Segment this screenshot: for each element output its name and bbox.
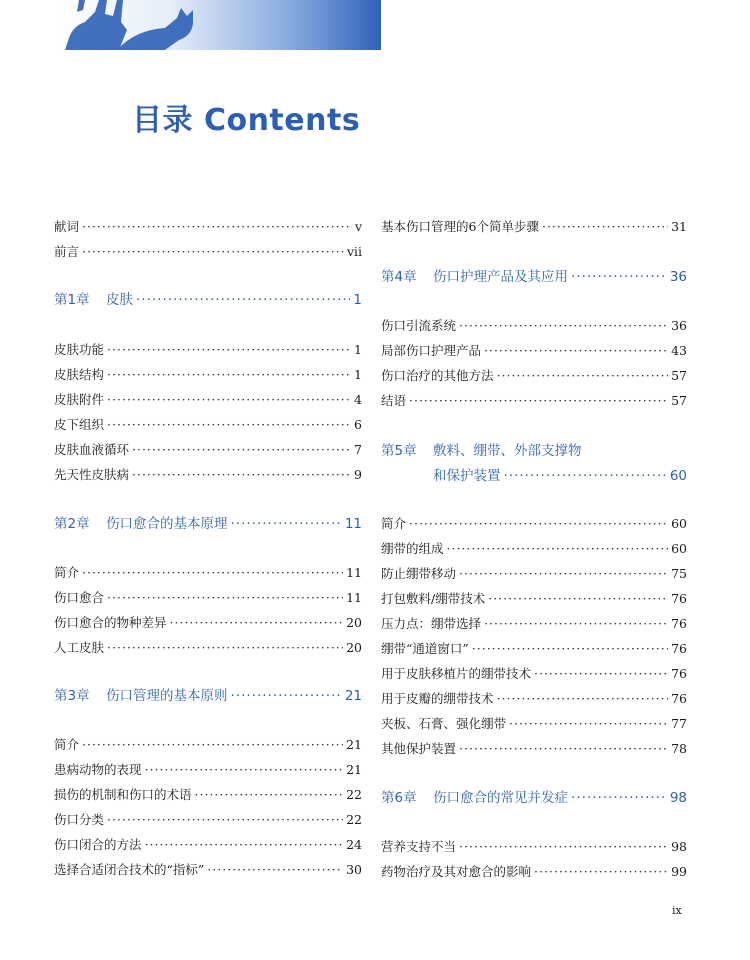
toc-entry[interactable]: 伤口分类 ····· 22 <box>54 811 362 829</box>
page-number: ix <box>672 904 682 917</box>
toc-entry[interactable]: 前言 ····· vii <box>54 243 362 261</box>
toc-entry[interactable]: 简介 ····· 60 <box>381 515 687 533</box>
chapter-heading[interactable]: 第5章 敷料、绷带、外部支撑物 <box>381 443 582 459</box>
chapter-heading[interactable]: 第6章 伤口愈合的常见并发症 ····· 98 <box>381 788 687 808</box>
toc-entry[interactable]: 皮肤结构 ····· 1 <box>54 366 362 384</box>
toc-entry[interactable]: 皮肤血液循环 ····· 7 <box>54 441 362 459</box>
chapter-heading[interactable]: 第3章 伤口管理的基本原则 ····· 21 <box>54 686 362 706</box>
toc-entry[interactable]: 简介 ····· 11 <box>54 564 362 582</box>
toc-entry[interactable]: 先天性皮肤病 ····· 9 <box>54 466 362 484</box>
toc-entry[interactable]: 献词 ····· v <box>54 218 362 236</box>
toc-entry[interactable]: 用于皮瓣的绷带技术 ····· 76 <box>381 690 687 708</box>
toc-entry[interactable]: 压力点：绷带选择 ····· 76 <box>381 615 687 633</box>
toc-entry[interactable]: 损伤的机制和伤口的术语 ····· 22 <box>54 786 362 804</box>
toc-entry[interactable]: 简介 ····· 21 <box>54 736 362 754</box>
chapter-heading-continued[interactable]: 和保护装置 ····· 60 <box>381 466 687 486</box>
toc-entry[interactable]: 用于皮肤移植片的绷带技术 ····· 76 <box>381 665 687 683</box>
toc-entry[interactable]: 绷带的组成 ····· 60 <box>381 540 687 558</box>
toc-entry[interactable]: 结语 ····· 57 <box>381 392 687 410</box>
toc-entry[interactable]: 皮下组织 ····· 6 <box>54 416 362 434</box>
chapter-heading[interactable]: 第1章 皮肤 ····· 1 <box>54 290 362 310</box>
toc-entry[interactable]: 防止绷带移动 ····· 75 <box>381 565 687 583</box>
toc-entry[interactable]: 伤口闭合的方法 ····· 24 <box>54 836 362 854</box>
toc-entry[interactable]: 患病动物的表现 ····· 21 <box>54 761 362 779</box>
toc-entry[interactable]: 伤口治疗的其他方法 ····· 57 <box>381 367 687 385</box>
chapter-heading[interactable]: 第4章 伤口护理产品及其应用 ····· 36 <box>381 267 687 287</box>
toc-entry[interactable]: 伤口愈合的物种差异 ····· 20 <box>54 614 362 632</box>
toc-entry[interactable]: 打包敷料/绷带技术 ····· 76 <box>381 590 687 608</box>
toc-entry[interactable]: 绷带“通道窗口” ····· 76 <box>381 640 687 658</box>
toc-entry[interactable]: 伤口引流系统 ····· 36 <box>381 317 687 335</box>
animal-silhouette-icon <box>55 0 381 50</box>
toc-entry[interactable]: 其他保护装置 ····· 78 <box>381 740 687 758</box>
toc-entry[interactable]: 伤口愈合 ····· 11 <box>54 589 362 607</box>
page-title: 目录 Contents <box>132 103 361 138</box>
toc-entry[interactable]: 营养支持不当 ····· 98 <box>381 838 687 856</box>
toc-entry[interactable]: 药物治疗及其对愈合的影响 ····· 99 <box>381 863 687 881</box>
toc-entry[interactable]: 夹板、石膏、强化绷带 ····· 77 <box>381 715 687 733</box>
toc-entry[interactable]: 皮肤功能 ····· 1 <box>54 341 362 359</box>
toc-entry[interactable]: 皮肤附件 ····· 4 <box>54 391 362 409</box>
toc-entry[interactable]: 局部伤口护理产品 ····· 43 <box>381 342 687 360</box>
header-banner <box>55 0 381 50</box>
toc-entry[interactable]: 人工皮肤 ····· 20 <box>54 639 362 657</box>
toc-entry[interactable]: 选择合适闭合技术的“指标” ····· 30 <box>54 861 362 879</box>
chapter-heading[interactable]: 第2章 伤口愈合的基本原理 ····· 11 <box>54 514 362 534</box>
toc-entry[interactable]: 基本伤口管理的6个简单步骤 ····· 31 <box>381 218 687 236</box>
